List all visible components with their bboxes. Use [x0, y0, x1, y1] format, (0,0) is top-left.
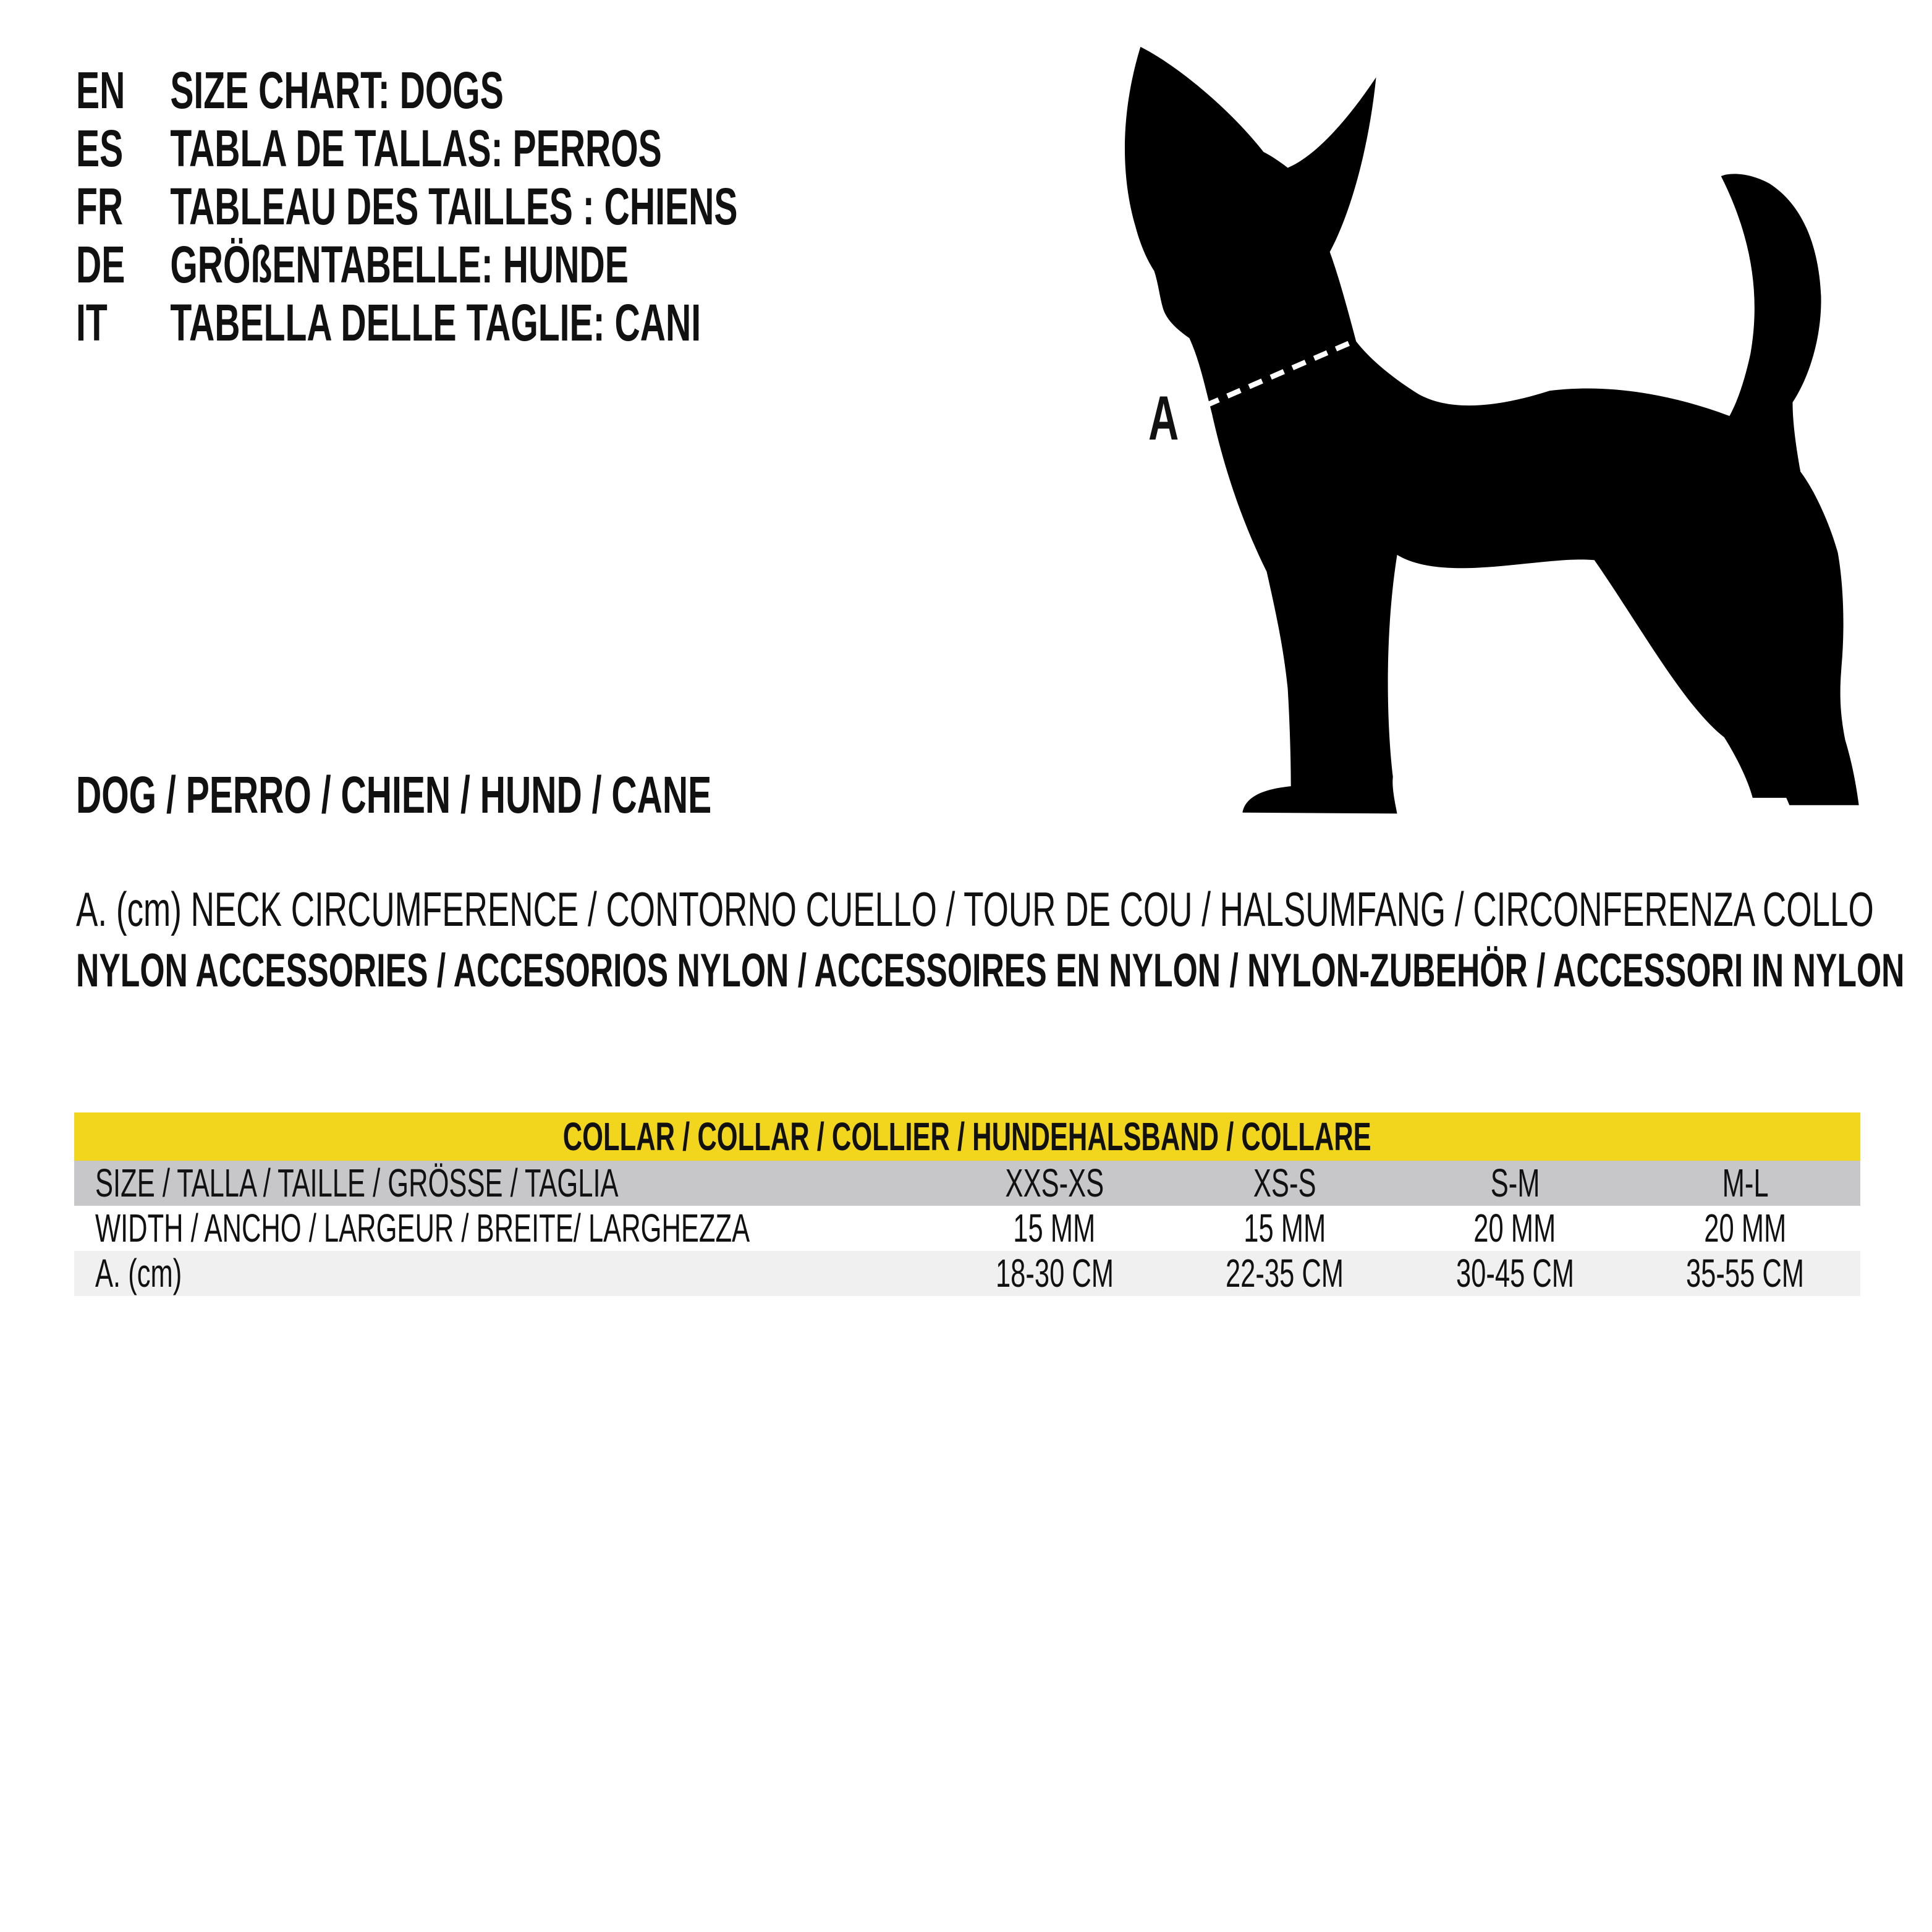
table-row-size	[74, 1161, 1860, 1206]
material-note: NYLON ACCESSORIES / ACCESORIOS NYLON / ACCESSOIRES EN NYLON / NYLON-ZUBEHÖR / ACCESSORI IN NYLON	[76, 944, 1905, 997]
width-cell-s-m: 20 MM	[1473, 1206, 1556, 1250]
collar-table-header: COLLAR / COLLAR / COLLIER / HUNDEHALSBAND / COLLARE	[74, 1112, 1860, 1161]
size-cell-m-l: M-L	[1722, 1161, 1769, 1205]
size-cell-s-m: S-M	[1490, 1161, 1540, 1205]
dog-caption: DOG / PERRO / CHIEN / HUND / CANE	[76, 766, 712, 824]
language-row-es	[76, 119, 1049, 177]
language-row-fr	[76, 177, 1049, 235]
neck-cell-m-l: 35-55 CM	[1686, 1251, 1805, 1295]
language-code: ES	[76, 119, 124, 177]
language-label: TABLA DE TALLAS: PERROS	[170, 119, 662, 177]
neck-marker-label: A	[1148, 384, 1179, 454]
language-code: FR	[76, 177, 124, 235]
neck-cell-s-m: 30-45 CM	[1455, 1251, 1574, 1295]
language-code: EN	[76, 61, 125, 119]
language-row-en	[76, 61, 1049, 119]
language-row-de	[76, 235, 1049, 294]
size-cell-xxs-xs: XXS-XS	[1005, 1161, 1104, 1205]
neck-cell-xxs-xs: 18-30 CM	[995, 1251, 1114, 1295]
language-legend	[76, 61, 1049, 352]
language-label: GRÖßENTABELLE: HUNDE	[170, 235, 629, 294]
size-cell-xs-s: XS-S	[1253, 1161, 1316, 1205]
language-code: IT	[76, 294, 108, 352]
table-row-neck-circumference	[74, 1251, 1860, 1296]
width-cell-m-l: 20 MM	[1704, 1206, 1787, 1250]
neck-measure-note: A. (cm) NECK CIRCUMFERENCE / CONTORNO CUELLO / TOUR DE COU / HALSUMFANG / CIRCONFERENZA COLLO	[76, 882, 1874, 936]
width-cell-xs-s: 15 MM	[1244, 1206, 1326, 1250]
language-label: TABLEAU DES TAILLES : CHIENS	[170, 177, 738, 235]
table-row-width	[74, 1206, 1860, 1251]
language-label: TABELLA DELLE TAGLIE: CANI	[170, 294, 701, 352]
row-label: WIDTH / ANCHO / LARGEUR / BREITE/ LARGHEZZA	[95, 1206, 750, 1250]
width-cell-xxs-xs: 15 MM	[1013, 1206, 1096, 1250]
row-label: SIZE / TALLA / TAILLE / GRÖSSE / TAGLIA	[95, 1161, 619, 1205]
dog-silhouette-path	[1125, 47, 1859, 814]
dog-silhouette-image	[1082, 25, 1904, 847]
dog-figure	[1082, 25, 1904, 847]
language-code: DE	[76, 235, 125, 294]
row-label: A. (cm)	[95, 1251, 182, 1295]
language-label: SIZE CHART: DOGS	[170, 61, 504, 119]
collar-size-table	[74, 1112, 1860, 1296]
language-row-it	[76, 294, 1049, 352]
neck-cell-xs-s: 22-35 CM	[1226, 1251, 1344, 1295]
